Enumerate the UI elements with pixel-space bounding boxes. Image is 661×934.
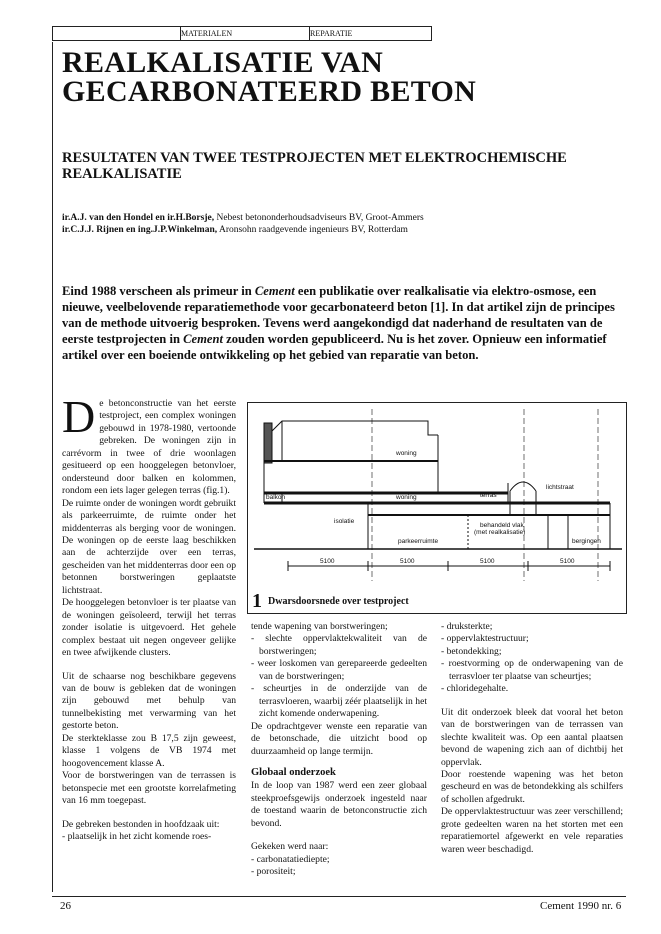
label-lichtstraat: lichtstraat (546, 484, 574, 491)
label-realkalisatie: (met realkalisatie) (474, 529, 526, 536)
paragraph: In de loop van 1987 werd een zeer globaal steekproefsgewijs onderzoek ingesteld naar de toestand waarin de betonconstructie zich bevond. (251, 780, 427, 829)
list-item: - oppervlaktestructuur; (441, 633, 529, 645)
label-parkeerruimte: parkeerruimte (398, 538, 439, 545)
label-woning-top: woning (396, 450, 417, 457)
author-affiliation-2: Aronsohn raadgevende ingenieurs BV, Rotterdam (217, 225, 408, 235)
figure-caption (252, 590, 409, 613)
list-item: - betondekking; (441, 645, 502, 657)
dimension-label: 5100 (400, 558, 415, 565)
author-block (62, 212, 622, 236)
paragraph: De ruimte onder de woningen wordt gebruikt als parkeerruimte, de ruimte onder het middenterras als berging voor de woningen. De woningen op de eerste laag beschikken aan de achterzijde over een terras, gescheiden van het middenterras door een op betonnen borstweringen geplaatste lichtstraat. (62, 497, 236, 596)
author-names-2: ir.C.J.J. Rijnen en ing.J.P.Winkelman, (62, 225, 218, 235)
label-woning-mid: woning (396, 494, 417, 501)
paragraph: tende wapening van borstweringen; (251, 621, 388, 632)
inspection-list (251, 854, 427, 879)
intro-text-2: een publikatie over realkalisatie via elektro-osmose, een nieuwe, veelbelovende reparatiemethode voor gecarbonateerd beton [1]. In dat artikel zijn de principes van de methode uitvoerig besproken. Tevens werd aangekondigd dat naderhand de resultaten van de eerste testprojecten in (62, 284, 615, 346)
intro-cement-2: Cement (183, 332, 223, 346)
list-item: - carbonatatiediepte; (251, 853, 330, 865)
label-balkon: balkon (266, 494, 286, 501)
defect-list (251, 633, 427, 720)
author-line-2 (62, 224, 622, 236)
figure-caption-text: Dwarsdoorsnede over testproject (268, 596, 409, 607)
list-item: - roestvorming op de onderwapening van de terrasvloer ter plaatse van scheurtjes; (441, 658, 623, 682)
figure-1-frame (247, 402, 627, 614)
paragraph: Voor de borstweringen van de terrassen is betonspecie met een grootste korrelafmeting van 16 mm toegepast. (62, 770, 236, 807)
body-column-3 (441, 621, 623, 856)
inspection-list-continued (441, 621, 623, 696)
author-line-1 (62, 212, 622, 224)
list-item: - druksterkte; (441, 621, 493, 632)
header-tab-materialen[interactable]: MATERIALEN (178, 27, 310, 40)
paragraph: De hooggelegen betonvloer is ter plaatse van de woningen geïsoleerd, terwijl het terras zonder isolatie is uitgevoerd. Het gehele complex bestaat uit negen ongeveer gelijke en twee afwijkende clusters. (62, 597, 236, 659)
paragraph: Uit dit onderzoek bleek dat vooral het beton van de borstweringen van de terrassen van slechte kwaliteit was. Op een aantal plaatsen bevond de wapening zich aan of dichtbij het oppervlak. (441, 706, 623, 768)
list-item: - porositeit; (251, 866, 296, 878)
publication-source: Cement 1990 nr. 6 (540, 900, 622, 912)
body-column-2 (251, 621, 427, 879)
dimension-label: 5100 (320, 558, 335, 565)
header-tab-reparatie[interactable]: REPARATIE (310, 29, 353, 38)
author-names-1: ir.A.J. van den Hondel en ir.H.Borsje, (62, 213, 215, 223)
figure-number: 1 (252, 590, 262, 612)
dimension-label: 5100 (560, 558, 575, 565)
section-heading: Globaal onderzoek (251, 766, 336, 778)
paragraph-text: e betonconstructie van het eerste testproject, een complex woningen gebouwd in 1978-1980, vertoonde gebreken. De woningen zijn in carrévorm in twee of drie woonlagen gesitueerd op een hooggelegen betonvloer, ondersteund door balken en kolommen, rondom een iets lager gelegen terras (fig.1). (62, 398, 236, 497)
paragraph (62, 391, 236, 498)
paragraph: De sterkteklasse zou B 17,5 zijn geweest, klasse 1 volgens de VB 1974 met hoogovencement klasse A. (62, 732, 236, 769)
intro-lead (62, 283, 622, 363)
list-item: - chloridegehalte. (441, 683, 509, 695)
paragraph: De oppervlaktestructuur was zeer verschillend; grote gedeelten waren na het storten met een reparatiemortel afgewerkt en vele reparaties waren weer beschadigd. (441, 806, 623, 855)
paragraph: - plaatselijk in het zicht komende roes- (62, 830, 212, 842)
section-header-bar (52, 26, 432, 41)
header-tab-blank (53, 27, 181, 40)
intro-cement-1: Cement (254, 284, 295, 298)
paragraph: Gekeken werd naar: (251, 841, 329, 853)
label-isolatie: isolatie (334, 518, 355, 525)
label-behandeld-vlak: behandeld vlak (480, 522, 524, 529)
cross-section-drawing (248, 403, 626, 589)
article-subtitle: RESULTATEN VAN TWEE TESTPROJECTEN MET ELEKTROCHEMISCHE REALKALISATIE (62, 150, 567, 182)
paragraph: Door roestende wapening was het beton gescheurd en was de betondekking als schilfers of schollen afgedrukt. (441, 768, 623, 805)
intro-text-3: zouden worden gepubliceerd. Nu is het zover. Opnieuw een informatief artikel over een boeiende ontwikkeling op het gebied van reparatie van beton. (62, 332, 607, 362)
paragraph: De opdrachtgever wenste een reparatie van de betonschade, die uitzicht bood op duurzaamheid op lange termijn. (251, 720, 427, 757)
paragraph: Uit de schaarse nog beschikbare gegevens van de bouw is gebleken dat de woningen zijn gebouwd met behulp van tunnelbekisting met verwarming van het gestorte beton. (62, 670, 236, 732)
drop-cap: D (62, 391, 96, 442)
paragraph: De gebreken bestonden in hoofdzaak uit: (62, 818, 220, 830)
body-column-1 (62, 391, 236, 843)
article-title: REALKALISATIE VAN GECARBONATEERD BETON (62, 46, 477, 108)
footer-rule (52, 896, 626, 897)
list-item: - weer loskomen van gerepareerde gedeelten van de borstweringen; (251, 658, 427, 682)
page-number: 26 (60, 900, 71, 912)
label-terras: terras (480, 492, 497, 499)
list-item: - slechte oppervlaktekwaliteit van de borstweringen; (251, 633, 427, 657)
list-item: - scheurtjes in de onderzijde van de terrasvloeren, waarbij zéér plaatselijk in het zicht komende onderwapening. (251, 683, 427, 720)
dimension-label: 5100 (480, 558, 495, 565)
label-bergingen: bergingen (572, 538, 601, 545)
author-affiliation-1: Nebest betononderhoudsadviseurs BV, Groot-Ammers (214, 213, 424, 223)
intro-text-1: Eind 1988 verscheen als primeur in (62, 284, 255, 298)
